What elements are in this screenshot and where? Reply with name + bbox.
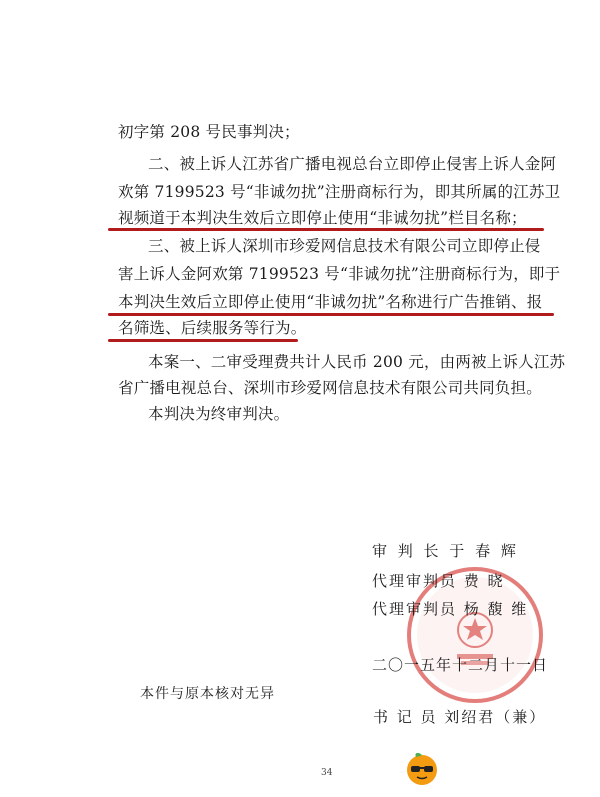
- acting-judge-line: 代理审判员 费 晓: [372, 572, 505, 590]
- paragraph-line: 视频道于本判决生效后立即停止使用“非诚勿扰”栏目名称；: [118, 209, 527, 227]
- judgment-date: 二〇一五年十二月十一日: [372, 656, 549, 674]
- paragraph-line: 本判决为终审判决。: [148, 405, 290, 423]
- paragraph-line: 本案一、二审受理费共计人民币 200 元，由两被上诉人江苏: [148, 353, 566, 371]
- chief-judge-line: 审 判 长 于 春 辉: [372, 542, 519, 560]
- red-underline: [108, 228, 544, 231]
- paragraph-line: 省广播电视总台、深圳市珍爱网信息技术有限公司共同负担。: [118, 379, 542, 397]
- clerk-line: 书 记 员 刘绍君（兼）: [373, 708, 547, 726]
- paragraph-line: 初字第 208 号民事判决；: [118, 123, 300, 141]
- paragraph-line: 欢第 7199523 号“非诚勿扰”注册商标行为，即其所属的江苏卫: [118, 183, 561, 201]
- orange-sunglasses-logo-icon: [404, 750, 440, 786]
- paragraph-line: 三、被上诉人深圳市珍爱网信息技术有限公司立即停止侵: [148, 237, 541, 255]
- red-underline: [108, 339, 298, 342]
- paragraph-line: 害上诉人金阿欢第 7199523 号“非诚勿扰”注册商标行为，即于: [118, 265, 561, 283]
- paragraph-line: 名筛选、后续服务等行为。: [118, 319, 307, 337]
- red-underline: [108, 313, 554, 316]
- paragraph-line: 本判决生效后立即停止使用“非诚勿扰”名称进行广告推销、报: [118, 293, 543, 311]
- acting-judge-line: 代理审判员 杨 馥 维: [372, 600, 529, 618]
- certification-note: 本件与原本核对无异: [140, 686, 275, 702]
- paragraph-line: 二、被上诉人江苏省广播电视总台立即停止侵害上诉人金阿: [148, 155, 557, 173]
- page-number: 34: [321, 768, 333, 778]
